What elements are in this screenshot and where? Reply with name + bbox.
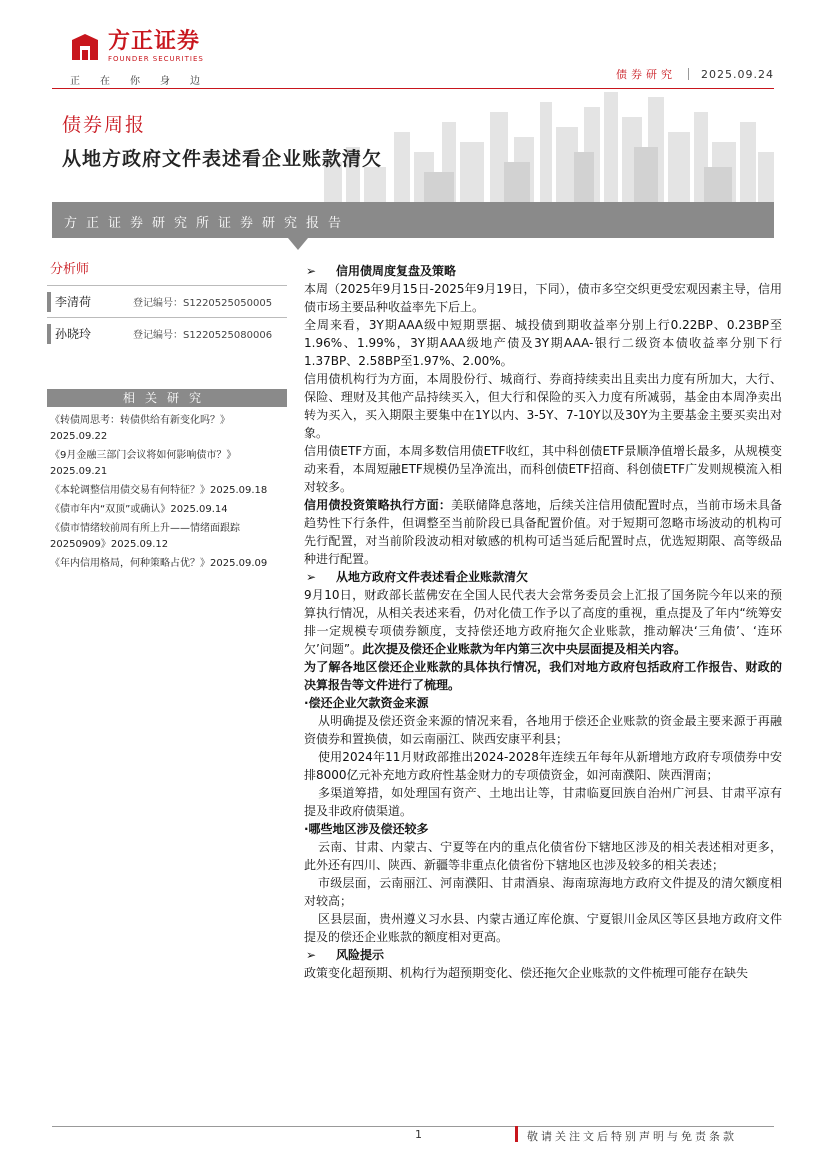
founder-logo-icon [68, 30, 102, 64]
related-research-list [47, 413, 287, 572]
analyst-marker [47, 324, 51, 344]
related-research-link[interactable]: 《债市年内“双顶”或确认》2025.09.14 [50, 504, 228, 515]
paragraph: 多渠道筹措，如处理国有资产、土地出让等，甘肃临夏回族自治州广河县、甘肃平凉有提及非政府债渠道。 [304, 786, 782, 818]
summary-content [304, 262, 782, 982]
footer-accent-bar [515, 1126, 518, 1142]
section-title: 从地方政府文件表述看企业账款清欠 [336, 570, 529, 584]
header-separator [688, 68, 689, 80]
institute-band-text: 方正证券研究所证券研究报告 [64, 216, 351, 231]
analyst-name: 李清荷 [55, 295, 92, 309]
analyst-marker [47, 292, 51, 312]
related-research-link[interactable]: 《转债周思考：转债供给有新变化吗？》2025.09.22 [50, 415, 230, 442]
paragraph: 信用债机构行为方面，本周股份行、城商行、券商持续卖出且卖出力度有所加大，大行、保险、理财及其他产品持续买入，但大行和保险的买入力度有所减弱，基金由本周净卖出转为买入，买入期限主要集中在1Y以内、3-5Y、7-10Y以及30Y为主要基金主要买卖出对象。 [304, 372, 782, 440]
sidebar [47, 258, 287, 575]
paragraph: 市级层面，云南丽江、河南濮阳、甘肃酒泉、海南琼海地方政府文件提及的清欠额度相对较高； [304, 876, 782, 908]
subsection-title: ·哪些地区涉及偿还较多 [304, 822, 429, 836]
institute-band [52, 202, 774, 238]
analyst-heading: 分析师 [50, 262, 90, 277]
analyst-row [47, 285, 287, 317]
strategy-text: 美联储降息落地，后续关注信用债配置时点，当前市场未具备趋势性下行条件，但调整至当前阶段已具备配置价值。对于短期可忽略市场波动的机构可先行配置，对当前阶段波动相对敏感的机构可适当延后配置时点，优选短期限、高等级品种进行配置。 [304, 498, 782, 566]
report-title: 从地方政府文件表述看企业账款清欠 [62, 148, 383, 170]
paragraph: 为了解各地区偿还企业账款的具体执行情况，我们对地方政府包括政府工作报告、财政的决算报告等文件进行了梳理。 [304, 660, 782, 692]
section-title: 信用债周度复盘及策略 [336, 264, 457, 278]
report-category: 债券研究 [616, 68, 677, 81]
brand-name-cn: 方正证券 [108, 29, 201, 54]
paragraph: 信用债ETF方面，本周多数信用债ETF收红，其中科创债ETF景顺净值增长最多，从规模变动来看，本周短融ETF规模仍呈净流出，而科创债ETF招商、科创债ETF广发则规模流入相对较多。 [304, 444, 782, 494]
brand-name-en: FOUNDER SECURITIES [108, 55, 204, 63]
brand-slogan: 正在你身边 [70, 76, 220, 87]
header-divider [52, 88, 774, 89]
paragraph [304, 496, 782, 568]
strategy-label: 信用债投资策略执行方面： [304, 498, 452, 512]
page-number: 1 [415, 1128, 422, 1141]
section-heading [304, 262, 782, 280]
analyst-registration: 登记编号：S1220525050005 [133, 298, 273, 309]
paragraph: 从明确提及偿还资金来源的情况来看，各地用于偿还企业账款的资金最主要来源于再融资债券和置换债，如云南丽江、陕西安康平利县； [304, 714, 782, 746]
paragraph: 本周（2025年9月15日-2025年9月19日，下同），债市多空交织更受宏观因素主导，信用债市场主要品种收益率先下后上。 [304, 282, 782, 314]
paragraph: 政策变化超预期、机构行为超预期变化、偿还拖欠企业账款的文件梳理可能存在缺失 [304, 966, 749, 980]
section-heading [304, 946, 782, 964]
arrow-bullet-icon: ➢ [306, 948, 317, 962]
arrow-bullet-icon: ➢ [306, 264, 317, 278]
section-title: 风险提示 [336, 948, 385, 962]
paragraph: 区县层面，贵州遵义习水县、内蒙古通辽库伦旗、宁夏银川金凤区等区县地方政府文件提及的偿还企业账款的额度相对更高。 [304, 912, 782, 944]
band-pointer [288, 238, 308, 250]
related-research-link[interactable]: 《本轮调整信用债交易有何特征？》2025.09.18 [50, 485, 268, 496]
related-research-link[interactable]: 《年内信用格局，何种策略占优？》2025.09.09 [50, 558, 268, 569]
analyst-registration: 登记编号：S1220525080006 [133, 330, 273, 341]
arrow-bullet-icon: ➢ [306, 570, 317, 584]
analyst-name: 孙晓玲 [55, 327, 92, 341]
founder-logo [68, 30, 204, 64]
related-research-heading: 相关研究 [47, 389, 287, 407]
report-date: 2025.09.24 [701, 67, 774, 81]
analyst-row [47, 317, 287, 349]
paragraph-text: 9月10日，财政部长蓝佛安在全国人民代表大会常务委员会上汇报了国务院今年以来的预算执行情况，从相关表述来看，仍对化债工作予以了高度的重视，重点提及了年内“统筹安排一定规模专项债券额度，支持偿还地方政府拖欠企业账款，推动解决‘三角债’、‘连环欠’问题”。 [304, 588, 782, 656]
paragraph-emphasis: 此次提及偿还企业账款为年内第三次中央层面提及相关内容。 [362, 642, 687, 656]
related-research-link[interactable]: 《债市情绪较前周有所上升——情绪面跟踪20250909》2025.09.12 [50, 523, 240, 550]
report-type: 债券周报 [62, 114, 147, 136]
footer-divider [52, 1126, 774, 1127]
related-research-link[interactable]: 《9月金融三部门会议将如何影响债市？》2025.09.21 [50, 450, 237, 477]
header-meta [616, 66, 774, 82]
paragraph: 使用2024年11月财政部推出2024-2028年连续五年每年从新增地方政府专项债券中安排8000亿元补充地方政府性基金财力的专项债资金，如河南濮阳、陕西渭南； [304, 750, 782, 782]
subsection-title: ·偿还企业欠款资金来源 [304, 696, 429, 710]
paragraph: 全周来看，3Y期AAA级中短期票据、城投债到期收益率分别上行0.22BP、0.23BP至1.96%、1.99%，3Y期AAA级地产债及3Y期AAA-银行二级资本债收益率分别下行1.37BP、2.58BP至1.97%、2.00%。 [304, 318, 782, 368]
title-area [52, 92, 774, 202]
paragraph: 云南、甘肃、内蒙古、宁夏等在内的重点化债省份下辖地区涉及的相关表述相对更多，此外还有四川、陕西、新疆等非重点化债省份下辖地区也涉及较多的相关表述； [304, 840, 782, 872]
disclaimer-note[interactable]: 敬请关注文后特别声明与免责条款 [527, 1130, 737, 1143]
paragraph [304, 586, 782, 658]
section-heading [304, 568, 782, 586]
